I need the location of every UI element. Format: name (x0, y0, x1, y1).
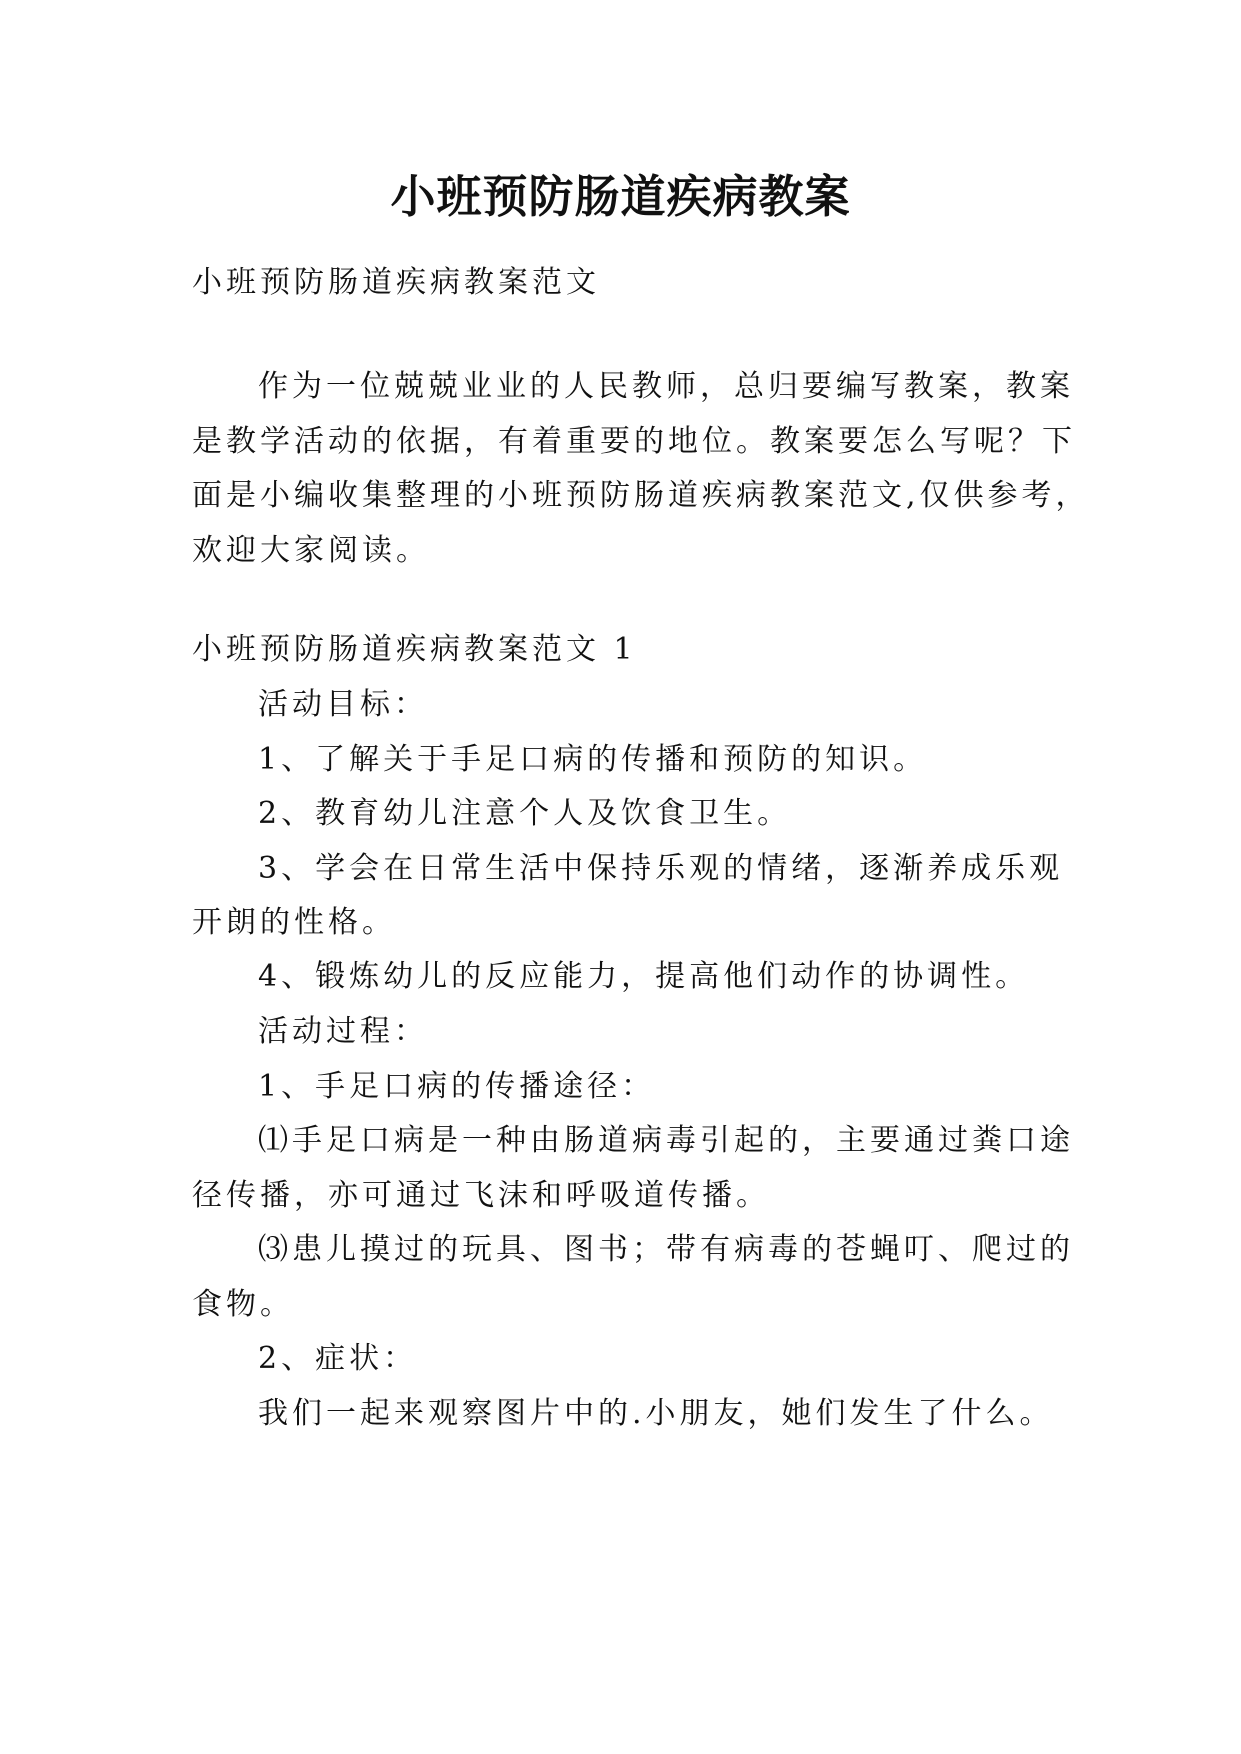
goal-item-4: 4、锻炼幼儿的反应能力，提高他们动作的协调性。 (258, 959, 1030, 994)
document-subtitle: 小班预防肠道疾病教案范文 (192, 265, 600, 300)
process-item-1-3: ⑶患儿摸过的玩具、图书；带有病毒的苍蝇叮、爬过的 (258, 1232, 1074, 1267)
process-item-1: 1、手足口病的传播途径： (258, 1069, 656, 1104)
goals-label: 活动目标： (258, 687, 428, 722)
goal-item-3-cont: 开朗的性格。 (192, 905, 396, 940)
intro-line-4: 欢迎大家阅读。 (192, 533, 430, 568)
process-label: 活动过程： (258, 1014, 428, 1049)
process-item-1-3-cont: 食物。 (192, 1287, 294, 1322)
document-title: 小班预防肠道疾病教案 (390, 170, 851, 223)
process-item-2: 2、症状： (258, 1341, 418, 1376)
intro-line-1: 作为一位兢兢业业的人民教师，总归要编写教案，教案 (258, 369, 1074, 404)
process-item-2-text: 我们一起来观察图片中的.小朋友，她们发生了什么。 (258, 1396, 1054, 1431)
goal-item-3: 3、学会在日常生活中保持乐观的情绪，逐渐养成乐观 (258, 851, 1064, 886)
intro-line-2: 是教学活动的依据，有着重要的地位。教案要怎么写呢？下 (192, 424, 1076, 459)
goal-item-2: 2、教育幼儿注意个人及饮食卫生。 (258, 796, 792, 831)
process-item-1-1-cont: 径传播，亦可通过飞沫和呼吸道传播。 (192, 1178, 770, 1213)
process-item-1-1: ⑴手足口病是一种由肠道病毒引起的，主要通过粪口途 (258, 1123, 1074, 1158)
section-heading: 小班预防肠道疾病教案范文 1 (192, 632, 637, 667)
goal-item-1: 1、了解关于手足口病的传播和预防的知识。 (258, 742, 928, 777)
intro-line-3: 面是小编收集整理的小班预防肠道疾病教案范文,仅供参考， (192, 478, 1090, 513)
